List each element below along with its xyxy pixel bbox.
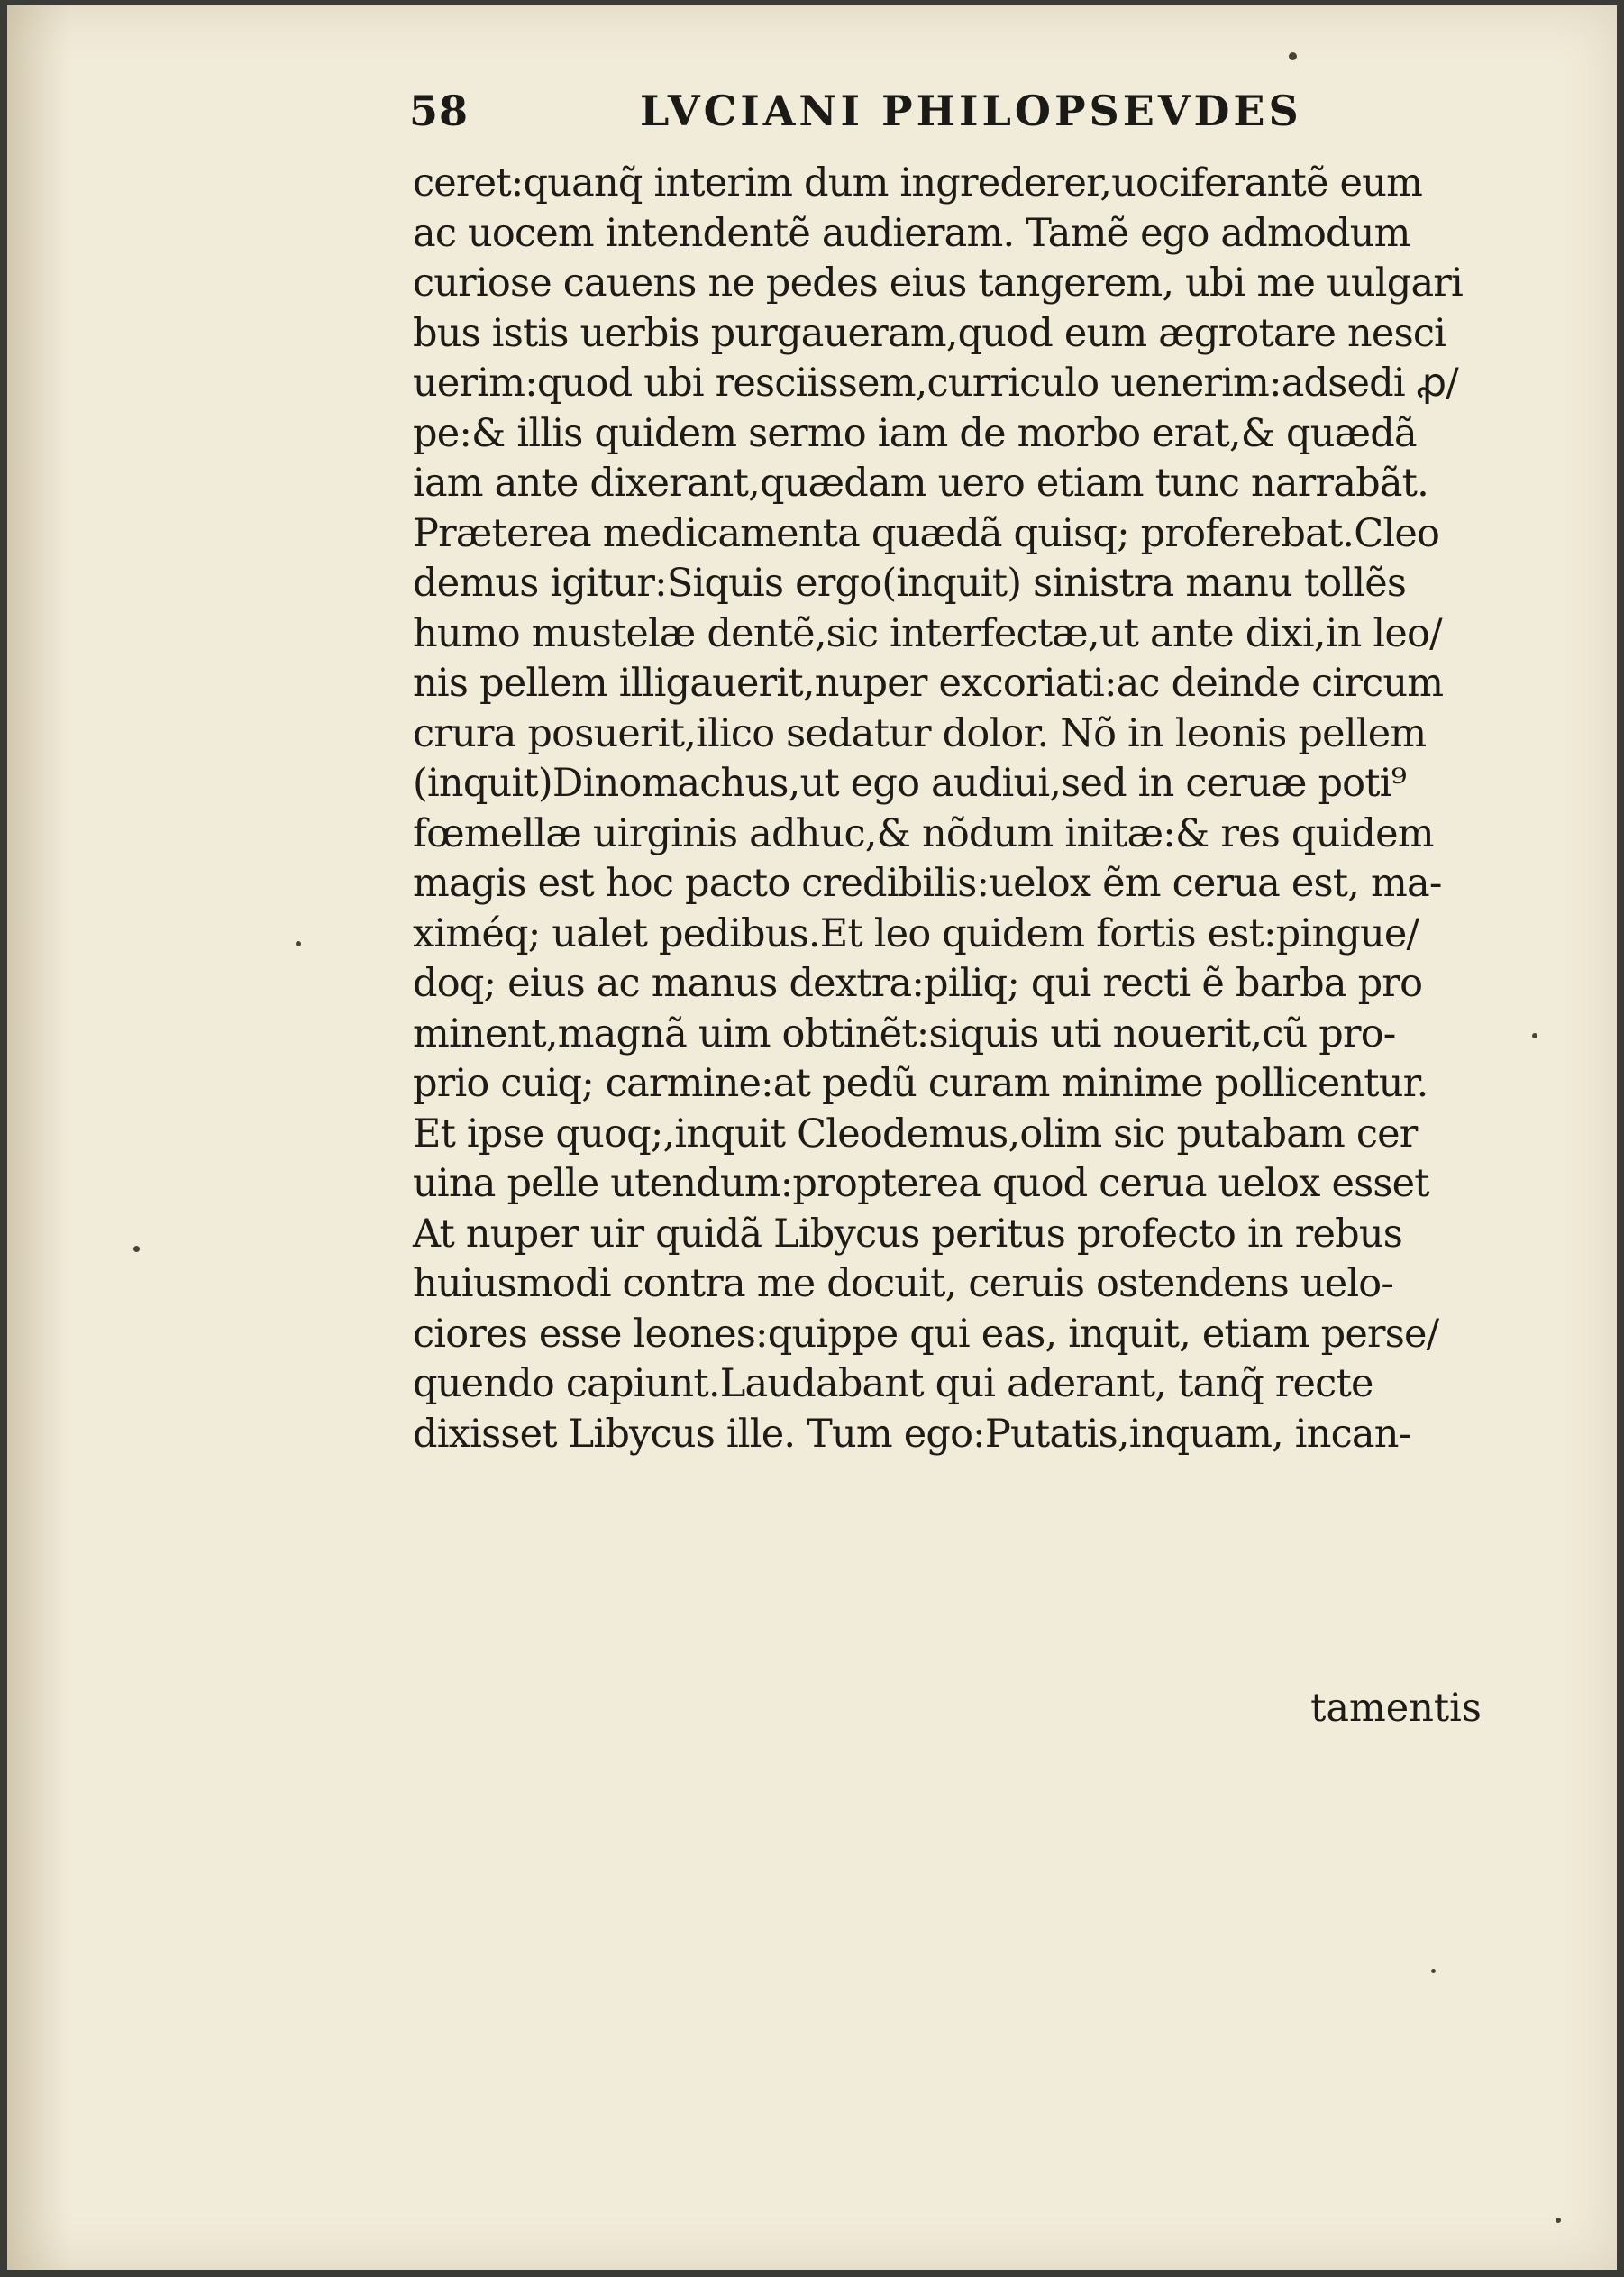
text-line: dixisset Libycus ille. Tum ego:Putatis,inquam, incan- bbox=[413, 1411, 1411, 1457]
text-line: ac uocem intendentẽ audieram. Tamẽ ego admodum bbox=[413, 210, 1410, 256]
ink-speck bbox=[1431, 1969, 1436, 1973]
text-line: doq; eius ac manus dextra:piliq; qui recti ẽ barba pro bbox=[413, 961, 1423, 1006]
ink-speck bbox=[296, 941, 301, 946]
text-line: crura posuerit,ilico sedatur dolor. Nõ in leonis pellem bbox=[413, 710, 1427, 756]
ink-speck bbox=[1532, 1033, 1537, 1038]
text-line: curiose cauens ne pedes eius tangerem, ubi me uulgari bbox=[413, 261, 1464, 306]
text-line: uerim:quod ubi resciissem,curriculo uenerim:adsedi ꝓ/ bbox=[413, 361, 1458, 406]
text-line: prio cuiq; carmine:at pedũ curam minime pollicentur. bbox=[413, 1061, 1428, 1106]
text-line: demus igitur:Siquis ergo(inquit) sinistra manu tollẽs bbox=[413, 561, 1407, 606]
text-line: minent,magnã uim obtinẽt:siquis uti nouerit,cũ pro- bbox=[413, 1010, 1396, 1056]
page-number: 58 bbox=[409, 87, 470, 135]
ink-speck bbox=[133, 1246, 140, 1252]
text-line: pe:& illis quidem sermo iam de morbo erat,& quædã bbox=[413, 410, 1417, 456]
ink-speck bbox=[1556, 2218, 1561, 2223]
text-line: Præterea medicamenta quædã quisq; proferebat.Cleo bbox=[413, 510, 1440, 556]
text-line: ximéq; ualet pedibus.Et leo quidem fortis est:pingue/ bbox=[413, 910, 1419, 956]
text-line: Et ipse quoq;,inquit Cleodemus,olim sic putabam cer bbox=[413, 1111, 1418, 1157]
text-line: nis pellem illigauerit,nuper excoriati:ac deinde circum bbox=[413, 661, 1444, 706]
book-page bbox=[7, 5, 1617, 2270]
text-line: (inquit)Dinomachus,ut ego audiui,sed in ceruæ poti⁹ bbox=[413, 761, 1407, 806]
text-line: uina pelle utendum:propterea quod cerua uelox esset bbox=[413, 1161, 1429, 1206]
text-line: ceret:quanq̃ interim dum ingrederer,uociferantẽ eum bbox=[413, 160, 1423, 206]
text-line: fœmellæ uirginis adhuc,& nõdum initæ:& res quidem bbox=[413, 810, 1434, 856]
text-line: huiusmodi contra me docuit, ceruis ostendens uelo- bbox=[413, 1261, 1394, 1306]
catchword: tamentis bbox=[1310, 1686, 1482, 1731]
text-line: bus istis uerbis purgaueram,quod eum ægrotare nesci bbox=[413, 310, 1446, 356]
text-line: magis est hoc pacto credibilis:uelox ẽm cerua est, ma- bbox=[413, 861, 1442, 906]
text-line: humo mustelæ dentẽ,sic interfectæ,ut ante dixi,in leo/ bbox=[413, 610, 1442, 656]
text-line: quendo capiunt.Laudabant qui aderant, tanq̃ recte bbox=[413, 1361, 1373, 1406]
text-line: ciores esse leones:quippe qui eas, inquit, etiam perse/ bbox=[413, 1311, 1439, 1357]
text-line: iam ante dixerant,quædam uero etiam tunc narrabãt. bbox=[413, 461, 1429, 506]
ink-speck bbox=[1289, 52, 1297, 60]
body-text bbox=[413, 159, 1485, 1459]
running-head: LVCIANI PHILOPSEVDES bbox=[640, 87, 1302, 135]
page-header bbox=[409, 87, 1491, 159]
text-line: At nuper uir quidã Libycus peritus profecto in rebus bbox=[413, 1211, 1402, 1257]
